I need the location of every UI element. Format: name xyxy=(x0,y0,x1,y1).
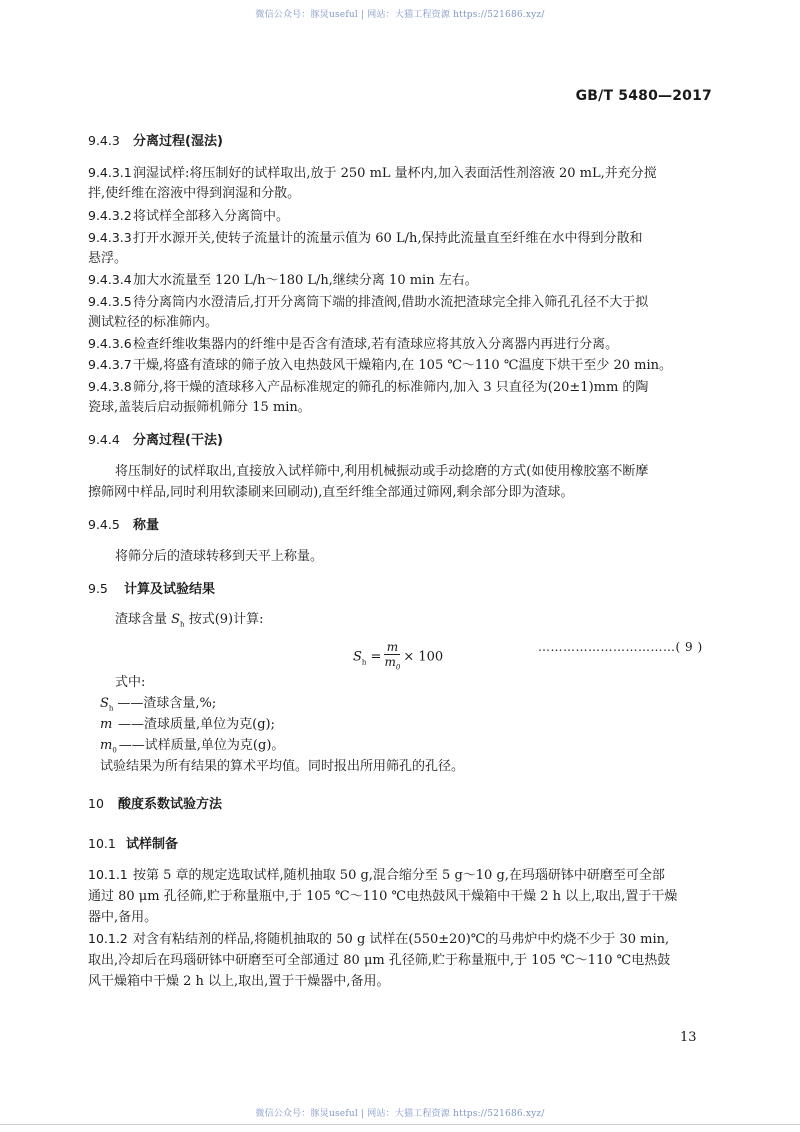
clause-10-1-1-cont2: 器中,备用。 xyxy=(88,910,158,925)
clause-9-4-3-5: 9.4.3.5待分离筒内水澄清后,打开分离筒下端的排渣阀,借助水流把渣球完全排入筛孔孔径不大于拟 xyxy=(88,294,649,310)
heading-9-4-5: 9.4.5 称量 xyxy=(88,517,160,533)
where-label: 式中: xyxy=(115,675,146,690)
page-number: 13 xyxy=(680,1030,697,1045)
formula-expression: $S_h$ = $\frac{m}{m_0}$ × 100 xyxy=(353,640,443,674)
bottom-divider xyxy=(0,1124,800,1125)
clause-9-4-3-4: 9.4.3.4加大水流量至 120 L/h～180 L/h,继续分离 10 min 左右。 xyxy=(88,272,478,288)
standard-code: GB/T 5480—2017 xyxy=(575,88,712,104)
clause-9-4-3-7: 9.4.3.7干燥,将盛有渣球的筛子放入电热鼓风干燥箱内,在 105 ℃～110 ℃温度下烘干至少 20 min。 xyxy=(88,357,673,373)
definition-sh: $S_h$ ——渣球含量,%; xyxy=(100,696,217,713)
clause-9-4-3-1: 9.4.3.1润湿试样:将压制好的试样取出,放于 250 mL 量杯内,加入表面活性剂溶液 20 mL,并充分搅 xyxy=(88,165,657,181)
fraction: $\frac{m}{m_0}$ xyxy=(384,640,401,672)
clause-9-4-3-3: 9.4.3.3打开水源开关,使转子流量计的流量示值为 60 L/h,保持此流量直至纤维在水中得到分散和 xyxy=(88,230,643,246)
clause-9-4-3-1-cont: 拌,使纤维在溶液中得到润湿和分散。 xyxy=(88,186,301,201)
definition-m: m ——渣球质量,单位为克(g); xyxy=(100,717,275,732)
para-9-4-5: 将筛分后的渣球转移到天平上称量。 xyxy=(115,549,324,564)
clause-9-4-3-5-cont: 测试粒径的标准筛内。 xyxy=(88,315,219,330)
clause-9-4-3-6: 9.4.3.6检查纤维收集器内的纤维中是否含有渣球,若有渣球应将其放入分离器内再进行分离。 xyxy=(88,336,619,352)
para-9-4-4: 将压制好的试样取出,直接放入试样筛中,利用机械振动或手动捻磨的方式(如使用橡胶塞不断摩 xyxy=(115,464,649,479)
heading-10: 10 酸度系数试验方法 xyxy=(88,796,223,812)
clause-10-1-2: 10.1.2 对含有粘结剂的样品,将随机抽取的 50 g 试样在(550±20)℃的马弗炉中灼烧不少于 30 min, xyxy=(88,931,670,947)
clause-9-4-3-8-cont: 瓷球,盖装后启动振筛机筛分 15 min。 xyxy=(88,400,311,415)
clause-9-4-3-3-cont: 悬浮。 xyxy=(88,251,128,266)
watermark-bottom: 微信公众号：豚炅useful | 网站：大猫工程资源 https://521686.xyz/ xyxy=(255,1109,545,1119)
clause-9-4-3-8: 9.4.3.8筛分,将干燥的渣球移入产品标准规定的筛孔的标准筛内,加入 3 只直径为(20±1)mm 的陶 xyxy=(88,379,649,395)
result-statement: 试验结果为所有结果的算术平均值。同时报出所用筛孔的孔径。 xyxy=(100,759,465,774)
definition-m0: $m_0$ ——试样质量,单位为克(g)。 xyxy=(100,738,285,755)
heading-9-5: 9.5 计算及试验结果 xyxy=(88,581,216,597)
para-9-5-intro: 渣球含量 $S_h$ 按式(9)计算: xyxy=(115,612,264,629)
clause-9-4-3-2: 9.4.3.2将试样全部移入分离筒中。 xyxy=(88,208,290,224)
clause-10-1-2-cont2: 风干燥箱中干燥 2 h 以上,取出,置于干燥器中,备用。 xyxy=(88,974,390,989)
heading-9-4-3: 9.4.3 分离过程(湿法) xyxy=(88,133,223,149)
clause-10-1-1: 10.1.1 按第 5 章的规定选取试样,随机抽取 50 g,混合缩分至 5 g～10 g,在玛瑙研钵中研磨至可全部 xyxy=(88,867,665,883)
heading-9-4-4: 9.4.4 分离过程(干法) xyxy=(88,432,223,448)
clause-10-1-2-cont1: 取出,冷却后在玛瑙研钵中研磨至可全部通过 80 μm 孔径筛,贮于称量瓶中,于 105 ℃～110 ℃电热鼓 xyxy=(88,953,671,968)
equation-number: ……………………………( 9 ) xyxy=(538,640,703,654)
heading-10-1: 10.1 试样制备 xyxy=(88,836,179,852)
para-9-4-4-cont: 擦筛网中样品,同时利用软漆刷来回刷动),直至纤维全部通过筛网,剩余部分即为渣球。 xyxy=(88,485,574,500)
watermark-top: 微信公众号：豚炅useful | 网站：大猫工程资源 https://521686.xyz/ xyxy=(255,10,545,20)
clause-10-1-1-cont1: 通过 80 μm 孔径筛,贮于称量瓶中,于 105 ℃～110 ℃电热鼓风干燥箱中干燥 2 h 以上,取出,置于干燥 xyxy=(88,889,678,904)
